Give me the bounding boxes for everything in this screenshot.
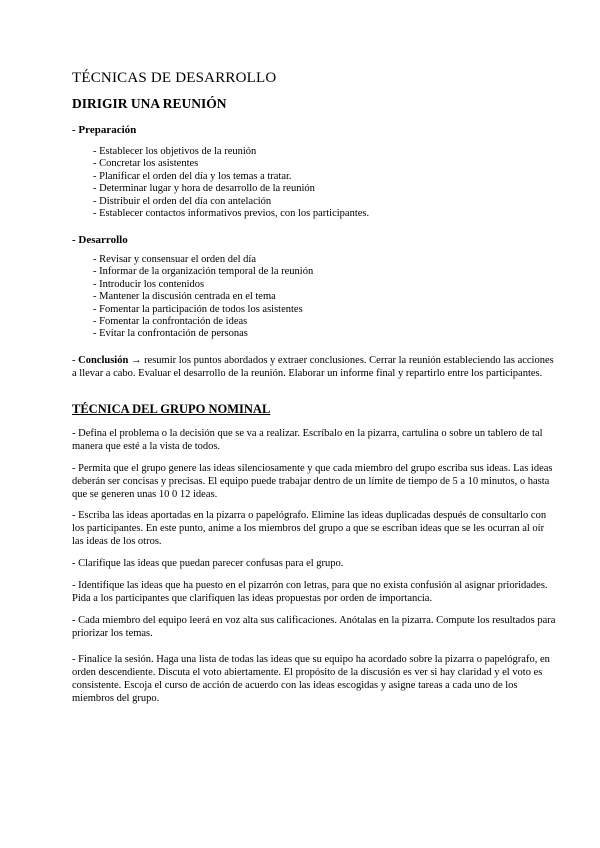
list-item: - Informar de la organización temporal de la reunión	[93, 266, 314, 278]
list-item: - Determinar lugar y hora de desarrollo de la reunión	[93, 183, 315, 195]
conclusion-label: Conclusión	[78, 355, 129, 366]
conclusion-prefix: -	[72, 355, 79, 366]
nominal-paragraph: - Finalice la sesión. Haga una lista de todas las ideas que su equipo ha acordado sobre la pizarra o papelógrafo, en orden descendiente. Discuta el voto abiertamente. El propósito de la discusión es ver si hay claridad y el voto es consistente. Escoja el curso de acción de acuerdo con las ideas escogidas y asigne tareas a cada uno de los miembros del grupo.	[72, 654, 550, 704]
nominal-paragraph: - Clarifique las ideas que puedan parecer confusas para el grupo.	[72, 558, 344, 569]
list-item: - Evitar la confrontación de personas	[93, 328, 248, 340]
document-title: TÉCNICAS DE DESARROLLO	[72, 70, 277, 86]
section-heading-grupo-nominal: TÉCNICA DEL GRUPO NOMINAL	[72, 402, 271, 416]
list-item: - Concretar los asistentes	[93, 158, 199, 170]
list-item: - Establecer los objetivos de la reunión	[93, 146, 257, 157]
list-item: - Fomentar la participación de todos los asistentes	[93, 303, 303, 315]
nominal-paragraph: - Permita que el grupo genere las ideas silenciosamente y que cada miembro del grupo escriba sus ideas. Las ideas deberán ser concisas y precisas. El equipo puede trabajar dentro de un límite de tiempo de 5 a 10 minutos, o hasta que se generen unas 10 0 12 ideas.	[72, 463, 553, 500]
list-item: - Mantener la discusión centrada en el tema	[93, 291, 276, 303]
nominal-paragraph: - Cada miembro del equipo leerá en voz alta sus calificaciones. Anótalas en la pizarra. Compute los resultados para priorizar los temas.	[72, 615, 556, 639]
list-item: - Planificar el orden del día y los temas a tratar.	[93, 170, 292, 182]
preparacion-list	[93, 146, 369, 220]
conclusion-text: → resumir los puntos abordados y extraer conclusiones. Cerrar la reunión estableciendo las acciones a llevar a cabo. Evaluar el desarrollo de la reunión. Elaborar un informe final y repartirlo entre los participantes.	[72, 355, 554, 379]
list-item: - Fomentar la confrontación de ideas	[93, 316, 248, 328]
list-item: - Distribuir el orden del día con antelación	[93, 195, 272, 207]
list-item: - Introducir los contenidos	[93, 278, 205, 290]
section-heading-reunion: DIRIGIR UNA REUNIÓN	[72, 96, 227, 111]
nominal-paragraph: - Defina el problema o la decisión que se va a realizar. Escríbalo en la pizarra, cartulina o sobre un tablero de tal manera que esté a la vista de todos.	[72, 428, 543, 452]
nominal-paragraph: - Identifique las ideas que ha puesto en el pizarrón con letras, para que no exista confusión al asignar prioridades. Pida a los participantes que clarifiquen las ideas propuestas por orden de importancia.	[72, 580, 548, 604]
nominal-paragraph: - Escriba las ideas aportadas en la pizarra o papelógrafo. Elimine las ideas duplicadas después de consultarlo con los participantes. En este punto, anime a los miembros del grupo a que se escriban ideas que se les ocurran al oír las ideas de los otros.	[72, 510, 547, 547]
list-item: - Revisar y consensuar el orden del día	[93, 254, 256, 265]
conclusion-paragraph	[72, 354, 558, 380]
preparacion-label: - Preparación	[72, 124, 137, 136]
desarrollo-label: - Desarrollo	[72, 234, 128, 246]
list-item: - Establecer contactos informativos previos, con los participantes.	[93, 208, 370, 220]
desarrollo-list	[93, 254, 313, 341]
